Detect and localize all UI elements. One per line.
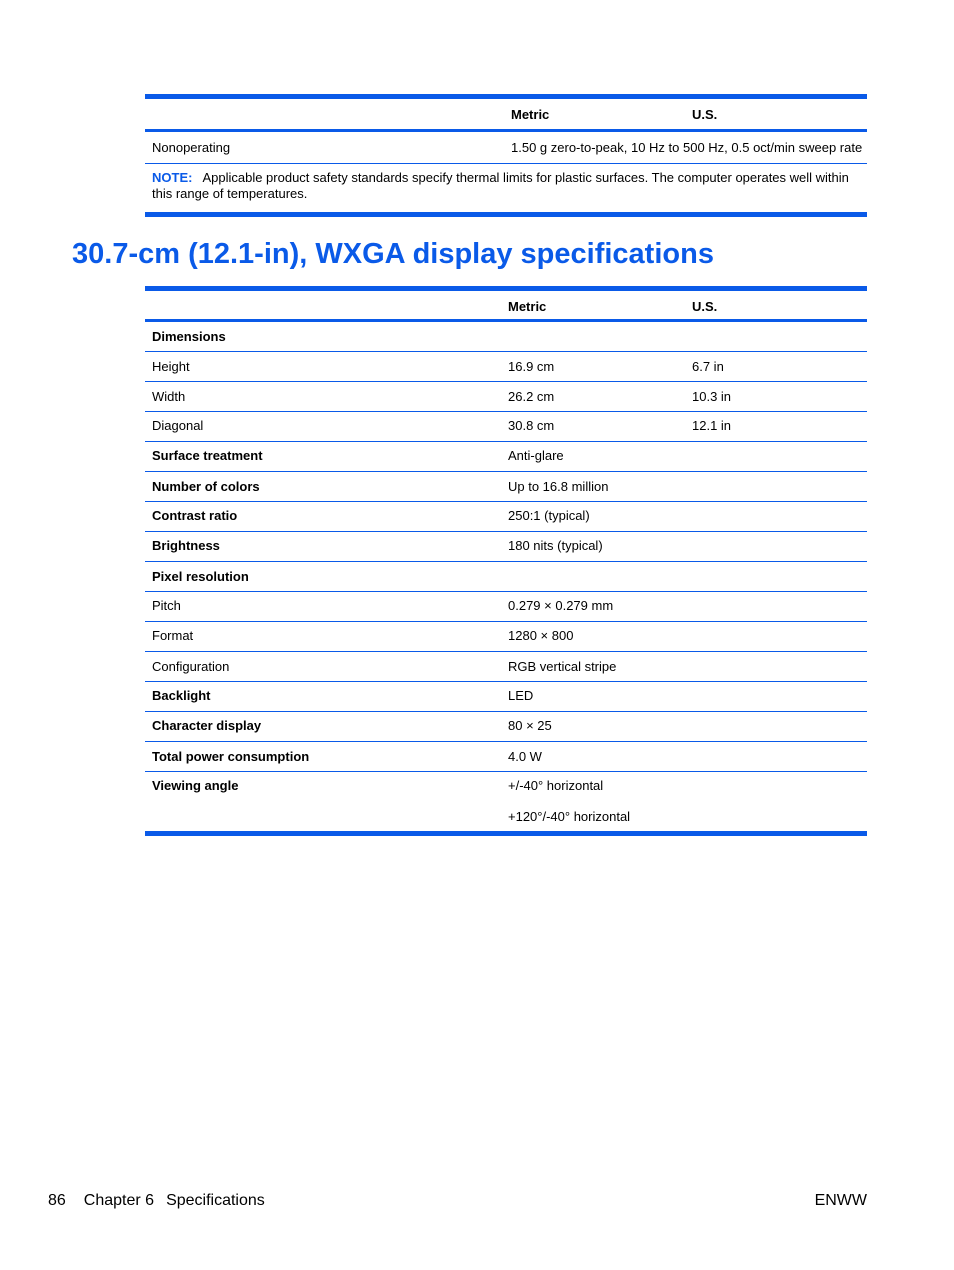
table-bottom-bar bbox=[145, 831, 867, 836]
footer-left bbox=[48, 1192, 265, 1210]
row-metric: +/-40° horizontal bbox=[508, 778, 604, 793]
shock-spec-table bbox=[145, 94, 867, 217]
table-row bbox=[145, 712, 867, 742]
note-block bbox=[145, 164, 867, 212]
table-row bbox=[145, 442, 867, 472]
table-row bbox=[145, 622, 867, 652]
row-us: 12.1 in bbox=[692, 418, 732, 433]
table-row bbox=[145, 472, 867, 502]
row-value: 1.50 g zero-to-peak, 10 Hz to 500 Hz, 0.5 oct/min sweep rate bbox=[511, 140, 863, 155]
row-metric: 180 nits (typical) bbox=[508, 538, 603, 553]
row-label: Height bbox=[152, 359, 190, 374]
table-header-row bbox=[145, 99, 867, 132]
row-metric: 30.8 cm bbox=[508, 418, 555, 433]
row-metric: Up to 16.8 million bbox=[508, 479, 609, 494]
table-row bbox=[145, 772, 867, 831]
row-metric: 250:1 (typical) bbox=[508, 508, 590, 523]
header-us: U.S. bbox=[692, 107, 718, 122]
note-text: Applicable product safety standards specify thermal limits for plastic surfaces. The computer operates well within this range of temperatures. bbox=[152, 170, 849, 201]
row-label: Number of colors bbox=[152, 479, 260, 494]
table-header-row bbox=[145, 291, 867, 322]
header-metric: Metric bbox=[508, 299, 547, 314]
footer-right: ENWW bbox=[814, 1192, 867, 1209]
table-row bbox=[145, 682, 867, 712]
row-label: Total power consumption bbox=[152, 749, 310, 764]
row-metric: LED bbox=[508, 688, 534, 703]
page-number: 86 bbox=[48, 1192, 66, 1209]
table-row bbox=[145, 352, 867, 382]
row-metric: RGB vertical stripe bbox=[508, 659, 617, 674]
row-us: 6.7 in bbox=[692, 359, 724, 374]
row-label: Format bbox=[152, 628, 194, 643]
row-metric: 1280 × 800 bbox=[508, 628, 574, 643]
table-bottom-bar bbox=[145, 212, 867, 217]
table-row bbox=[145, 532, 867, 562]
row-metric-secondary: +120°/-40° horizontal bbox=[508, 809, 631, 824]
table-row bbox=[145, 322, 867, 352]
row-label: Viewing angle bbox=[152, 778, 239, 793]
table-row bbox=[145, 652, 867, 682]
section-title: 30.7-cm (12.1-in), WXGA display specifications bbox=[72, 238, 714, 270]
display-spec-table bbox=[145, 286, 867, 836]
row-label: Pixel resolution bbox=[152, 569, 249, 584]
row-label: Pitch bbox=[152, 598, 181, 613]
table-row bbox=[145, 502, 867, 532]
row-metric: 80 × 25 bbox=[508, 718, 552, 733]
row-label: Surface treatment bbox=[152, 448, 263, 463]
chapter-label: Chapter 6 bbox=[83, 1192, 155, 1209]
row-us: 10.3 in bbox=[692, 389, 732, 404]
chapter-title: Specifications bbox=[166, 1192, 265, 1209]
header-us: U.S. bbox=[692, 299, 718, 314]
row-metric: 0.279 × 0.279 mm bbox=[508, 598, 614, 613]
row-metric: Anti-glare bbox=[508, 448, 564, 463]
table-row bbox=[145, 592, 867, 622]
row-metric: 4.0 W bbox=[508, 749, 542, 764]
row-label: Diagonal bbox=[152, 418, 204, 433]
header-metric: Metric bbox=[511, 107, 550, 122]
row-label: Backlight bbox=[152, 688, 211, 703]
row-label: Configuration bbox=[152, 659, 230, 674]
table-row bbox=[145, 382, 867, 412]
table-row bbox=[145, 132, 867, 164]
row-label: Width bbox=[152, 389, 186, 404]
row-metric: 16.9 cm bbox=[508, 359, 555, 374]
table-row bbox=[145, 742, 867, 772]
row-label: Dimensions bbox=[152, 329, 226, 344]
table-row bbox=[145, 562, 867, 592]
row-label: Brightness bbox=[152, 538, 220, 553]
note-label: NOTE: bbox=[152, 170, 193, 185]
table-row bbox=[145, 412, 867, 442]
row-label: Contrast ratio bbox=[152, 508, 238, 523]
row-metric: 26.2 cm bbox=[508, 389, 555, 404]
row-label: Nonoperating bbox=[152, 140, 231, 155]
row-label: Character display bbox=[152, 718, 262, 733]
